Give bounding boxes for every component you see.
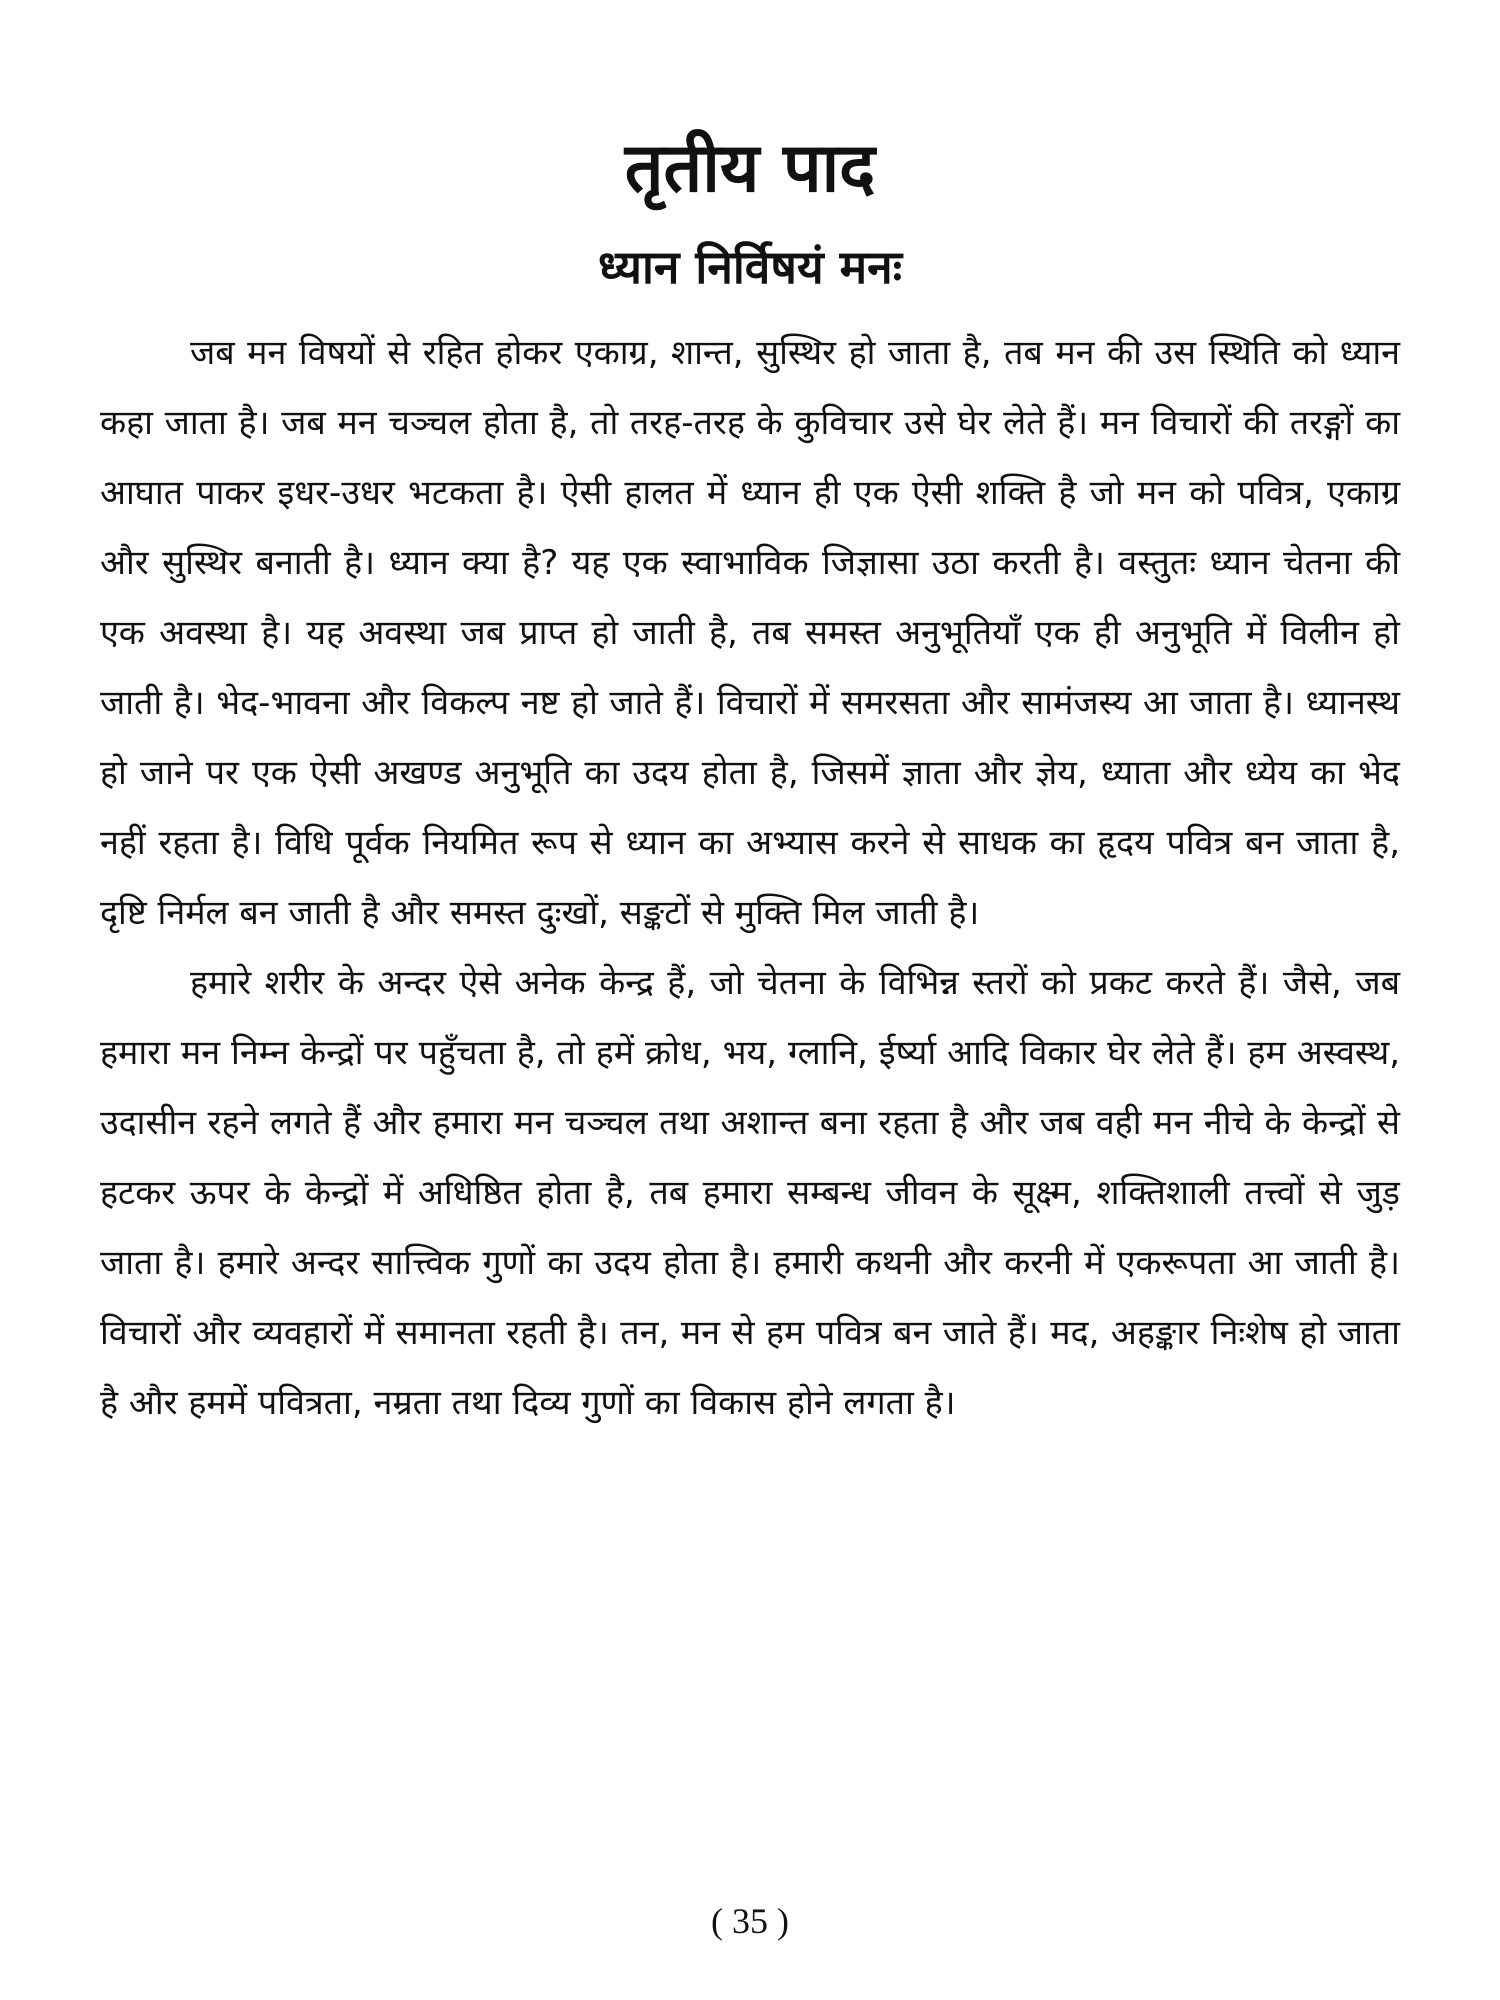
section-title: ध्यान निर्विषयं मनः <box>598 240 902 294</box>
page-number: ( 35 ) <box>711 1901 789 1941</box>
paragraph-2: हमारे शरीर के अन्दर ऐसे अनेक केन्द्र हैं, जो चेतना के विभिन्न स्तरों को प्रकट करते हैं। जैसे, जब हमारा मन निम्न केन्द्रों पर पहुँचता है, तो हमें क्रोध, भय, ग्लानि, ईर्ष्या आदि विकार घेर लेते हैं। हम अस्वस्थ, उदासीन रहने लगते हैं और हमारा मन चञ्चल तथा अशान्त बना रहता है और जब वही मन नीचे के केन्द्रों से हटकर ऊपर के केन्द्रों में अधिष्ठित होता है, तब हमारा सम्बन्ध जीवन के सूक्ष्म, शक्तिशाली तत्त्वों से जुड़ जाता है। हमारे अन्दर सात्त्विक गुणों का उदय होता है। हमारी कथनी और करनी में एकरूपता आ जाती है। विचारों और व्यवहारों में समानता रहती है। तन, मन से हम पवित्र बन जाते हैं। मद, अहङ्कार निःशेष हो जाता है और हममें पवित्रता, नम्रता तथा दिव्य गुणों का विकास होने लगता है। <box>100 963 1400 1423</box>
body-text <box>100 318 1400 1438</box>
chapter-title: तृतीय पाद <box>624 129 876 208</box>
paragraph-1: जब मन विषयों से रहित होकर एकाग्र, शान्त, सुस्थिर हो जाता है, तब मन की उस स्थिति को ध्यान कहा जाता है। जब मन चञ्चल होता है, तो तरह-तरह के कुविचार उसे घेर लेते हैं। मन विचारों की तरङ्गों का आघात पाकर इधर-उधर भटकता है। ऐसी हालत में ध्यान ही एक ऐसी शक्ति है जो मन को पवित्र, एकाग्र और सुस्थिर बनाती है। ध्यान क्या है? यह एक स्वाभाविक जिज्ञासा उठा करती है। वस्तुतः ध्यान चेतना की एक अवस्था है। यह अवस्था जब प्राप्त हो जाती है, तब समस्त अनुभूतियाँ एक ही अनुभूति में विलीन हो जाती है। भेद-भावना और विकल्प नष्ट हो जाते हैं। विचारों में समरसता और सामंजस्य आ जाता है। ध्यानस्थ हो जाने पर एक ऐसी अखण्ड अनुभूति का उदय होता है, जिसमें ज्ञाता और ज्ञेय, ध्याता और ध्येय का भेद नहीं रहता है। विधि पूर्वक नियमित रूप से ध्यान का अभ्यास करने से साधक का हृदय पवित्र बन जाता है, दृष्टि निर्मल बन जाती है और समस्त दुःखों, सङ्कटों से मुक्ति मिल जाती है। <box>100 333 1400 933</box>
